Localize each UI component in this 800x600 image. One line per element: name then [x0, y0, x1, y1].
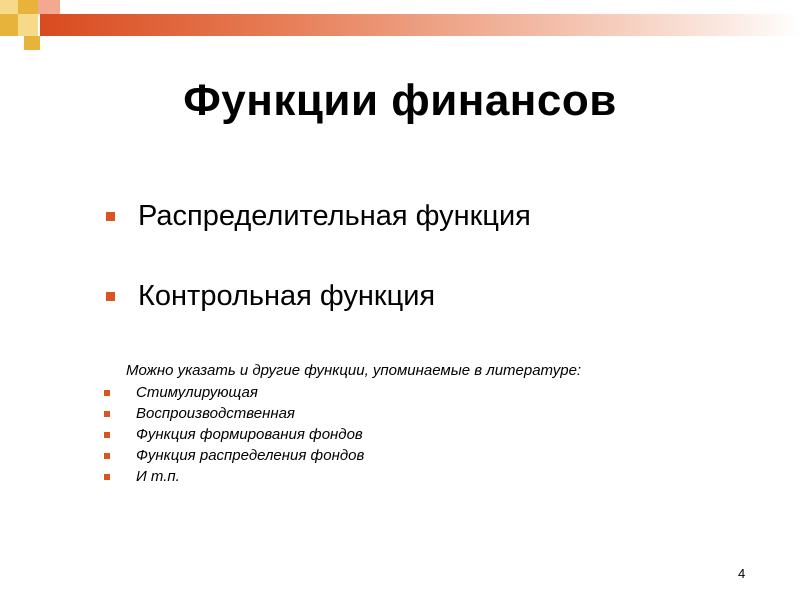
square-bullet-icon [104, 390, 110, 396]
decor-square [0, 0, 18, 14]
square-bullet-icon [104, 453, 110, 459]
list-item-label: Контрольная функция [138, 280, 436, 312]
list-item-label: И т.п. [136, 468, 180, 485]
square-bullet-icon [106, 292, 115, 301]
page-number: 4 [738, 566, 746, 581]
square-bullet-icon [104, 411, 110, 417]
decor-square [18, 0, 38, 14]
decor-square [0, 14, 18, 36]
decor-square [18, 14, 38, 36]
note-intro: Можно указать и другие функции, упоминаемые в литературе: [126, 362, 582, 379]
square-bullet-icon [106, 212, 115, 221]
decor-square [24, 36, 40, 50]
list-item-label: Стимулирующая [136, 384, 258, 401]
slide-title: Функции финансов [183, 76, 617, 125]
list-item-label: Функция формирования фондов [136, 426, 363, 443]
decor-square [38, 0, 60, 14]
square-bullet-icon [104, 474, 110, 480]
list-item-label: Воспроизводственная [136, 405, 295, 422]
list-item-label: Функция распределения фондов [136, 447, 365, 464]
header-gradient-bar [40, 14, 800, 36]
list-item-label: Распределительная функция [138, 200, 531, 232]
square-bullet-icon [104, 432, 110, 438]
